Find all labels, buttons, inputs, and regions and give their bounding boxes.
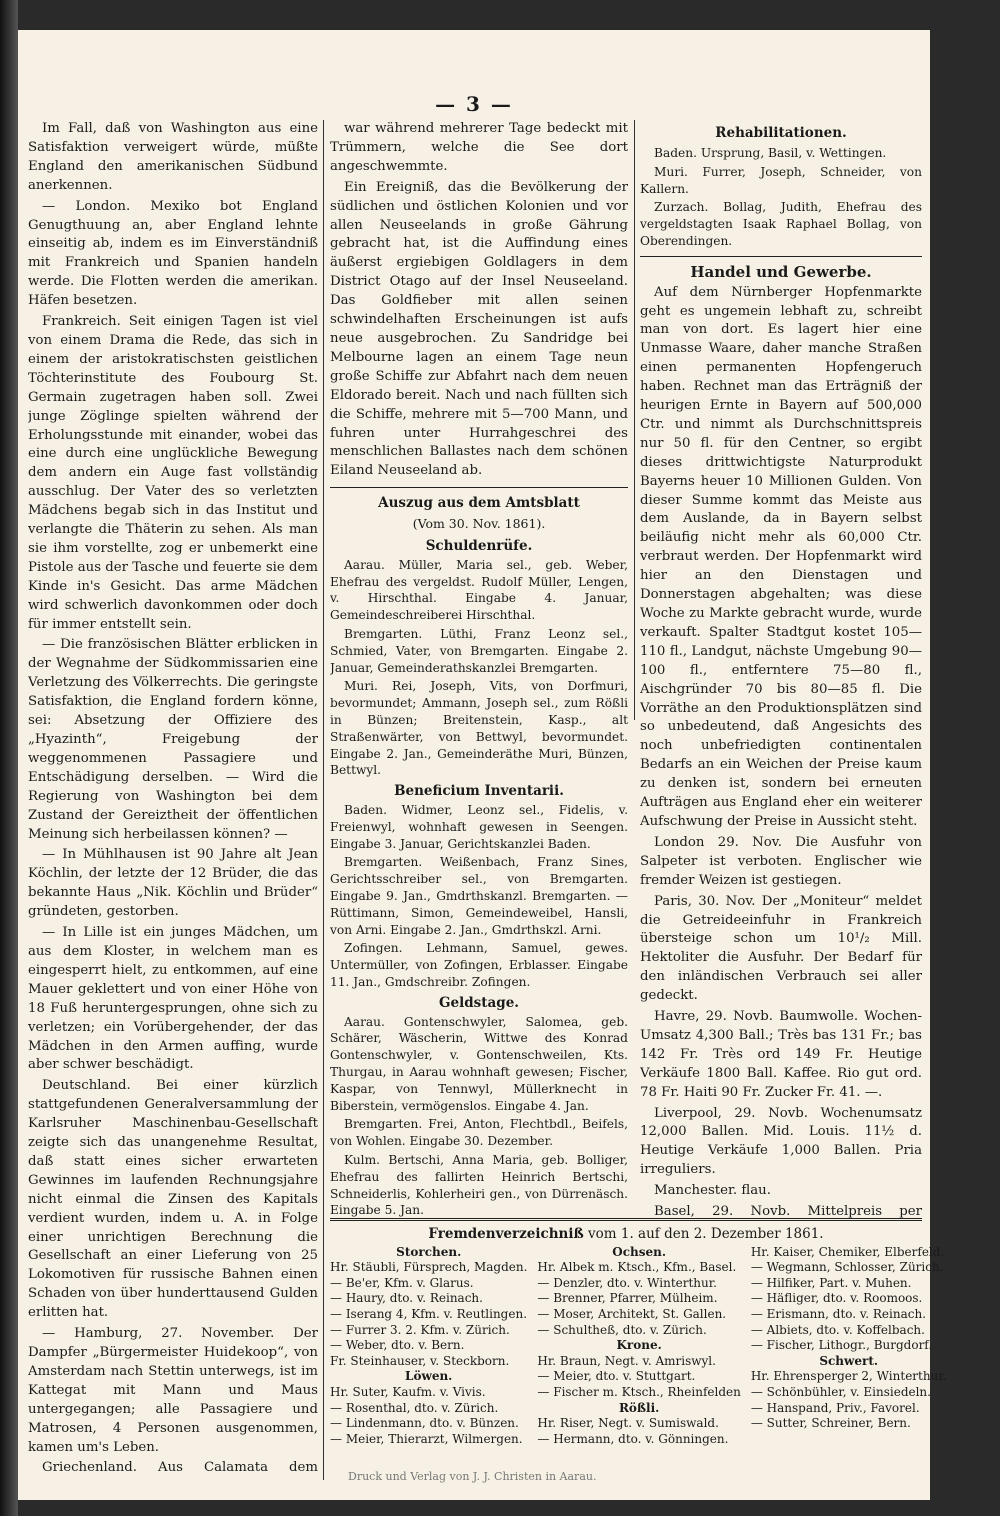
guest-entry: — Furrer 3. 2. Kfm. v. Zürich. bbox=[330, 1322, 510, 1337]
beneficium-heading: Beneficium Inventarii. bbox=[394, 783, 564, 800]
guest-entry: — Häfliger, dto. v. Roomoos. bbox=[750, 1291, 923, 1306]
guest-entry: — Meier, Thierarzt, Wilmergen. bbox=[330, 1431, 523, 1446]
guest-entry: — Brenner, Pfarrer, Mülheim. bbox=[537, 1291, 718, 1306]
hotel-heading: Rößli. bbox=[618, 1400, 660, 1415]
article-paragraph: — Hamburg, 27. November. Der Dampfer „Bürgermeister Huidekoop“, von Amsterdam nach Stettin unterwegs, ist im Kattegat mit Mann und Maus untergegangen; alle Passagiere und Matrosen, 4 Personen ausgenommen, kamen um's Leben. bbox=[28, 1326, 318, 1455]
geldstage-heading: Geldstage. bbox=[439, 994, 519, 1011]
guest-entry: — Fischer m. Ktsch., Rheinfelden bbox=[537, 1384, 741, 1399]
rehab-heading: Rehabilitationen. bbox=[715, 125, 847, 141]
amtsblatt-section bbox=[330, 538, 628, 1220]
guest-entry: — Lindenmann, dto. v. Bünzen. bbox=[330, 1416, 519, 1431]
guest-entry: — Schönbühler, v. Einsiedeln. bbox=[750, 1384, 931, 1399]
article-paragraph: Muri. Rei, Joseph, Vits, von Dorfmuri, bevormundet; Ammann, Joseph sel., zum Rößli in Bünzen; Breitenstein, Kasp., alt Straßenwärter, von Bettwyl, bevormundet. Eingabe 2. Jan., Gemeinderäthe Muri, Bünzen, Bettwyl. bbox=[330, 679, 628, 778]
amtsblatt-title: Auszug aus dem Amtsblatt bbox=[378, 495, 580, 512]
article-paragraph: Bremgarten. Weißenbach, Franz Sines, Gerichtsschreiber sel., von Bremgarten. Eingabe 9. Jan., Gmdrthskanzl. Bremgarten. — Rüttimann, Simon, Gemeindeweibel, Hansli, von Arni. Eingabe 2. Jan., Gmdrthskzl. Arni. bbox=[330, 855, 628, 937]
schuldenrufe-heading: Schuldenrüfe. bbox=[425, 538, 533, 555]
guest-entry: Hr. Suter, Kaufm. v. Vivis. bbox=[330, 1384, 486, 1399]
article-paragraph: Baden. Ursprung, Basil, v. Wettingen. bbox=[654, 145, 887, 160]
guest-entry: — Fischer, Lithogr., Burgdorf. bbox=[750, 1338, 933, 1353]
hotel-heading: Schwert. bbox=[819, 1353, 879, 1368]
guest-entry: Fr. Steinhauser, v. Steckborn. bbox=[330, 1353, 510, 1368]
article-paragraph: Bremgarten. Frei, Anton, Flechtbdl., Beifels, von Wohlen. Eingabe 30. Dezember. bbox=[330, 1117, 628, 1149]
column-2 bbox=[330, 120, 628, 1220]
page-edge-shadow bbox=[0, 0, 18, 1516]
column-3 bbox=[640, 120, 922, 1220]
article-paragraph: — London. Mexiko bot England Genugthuung an, aber England lehnte einseitig ab, indem es im Einverständniß mit Frankreich und Spanien handeln werde. Die Flotten werden die amerikan. Häfen besetzen. bbox=[28, 198, 318, 309]
article-paragraph: Zurzach. Bollag, Judith, Ehefrau des vergeldstagten Isaak Raphael Bollag, von Oberendingen. bbox=[640, 200, 922, 248]
article-paragraph: Basel, 29. Novb. Mittelpreis per bbox=[654, 1204, 922, 1220]
guest-entry: — Hermann, dto. v. Gönningen. bbox=[537, 1431, 729, 1446]
article-paragraph: Kulm. Bertschi, Anna Maria, geb. Bolliger, Ehefrau des fallirten Heinrich Bertschi, Schneiderlis, Kohlerheiri gen., von Dürrenäsch. Eingabe 5. Jan. bbox=[330, 1152, 628, 1218]
article-paragraph: Liverpool, 29. Novb. Wochenumsatz 12,000 Ballen. Mid. Louis. 11½ d. Heutige Verkäufe 1,000 Ballen. Pria irreguliers. bbox=[640, 1105, 922, 1178]
article-paragraph: Manchester. flau. bbox=[654, 1183, 771, 1199]
article-paragraph: Aarau. Müller, Maria sel., geb. Weber, Ehefrau des vergeldst. Rudolf Müller, Lengen, v. Hirschthal. Eingabe 4. Januar, Gemeindeschreiberei Hirschthal. bbox=[330, 557, 628, 623]
article-paragraph: Ein Ereigniß, das die Bevölkerung der südlichen und östlichen Kolonien und vor allen Neuseelands in große Gährung gebracht hat, ist die Auffindung eines äußerst ergiebigen Goldlagers in dem District Otago auf der Insel Neuseeland. Das Goldfieber mit allen seinen schwindelhaften Erscheinungen ist aufs neue ausgebrochen. Zu Sandridge bei Melbourne lagen an einem Tage neun große Schiffe zur Abfahrt nach dem neuen Eldorado bereit. Nach und nach füllten sich die Schiffe, mehrere mit 5—700 Mann, und fuhren unter Hurrahgeschrei des menschlichen Ballastes nach dem schönen Eiland Neuseeland ab. bbox=[330, 179, 628, 479]
handel-heading: Handel und Gewerbe. bbox=[690, 262, 872, 281]
fremdenverzeichnis bbox=[330, 1212, 947, 1447]
article-paragraph: Baden. Widmer, Leonz sel., Fidelis, v. Freienwyl, wohnhaft gewesen in Seengen. Eingabe 3. Januar, Gerichtskanzlei Baden. bbox=[330, 802, 628, 851]
amtsblatt-date: (Vom 30. Nov. 1861). bbox=[412, 516, 546, 532]
guest-entry: — Meier, dto. v. Stuttgart. bbox=[537, 1369, 696, 1384]
guest-entry: — Hanspand, Priv., Favorel. bbox=[750, 1400, 920, 1415]
guest-entry: — Haury, dto. v. Reinach. bbox=[330, 1291, 483, 1306]
column-rule bbox=[634, 120, 635, 720]
article-paragraph: London 29. Nov. Die Ausfuhr von Salpeter ist verboten. Englischer wie fremder Weizen ist gestiegen. bbox=[640, 834, 922, 888]
column-rule bbox=[323, 120, 324, 1480]
article-paragraph: Im Fall, daß von Washington aus eine Satisfaktion verweigert würde, müßte England den amerikanischen Südbund anerkennen. bbox=[28, 121, 318, 193]
article-paragraph: Muri. Furrer, Joseph, Schneider, von Kallern. bbox=[640, 164, 922, 196]
guest-entry: — Albiets, dto. v. Koffelbach. bbox=[750, 1322, 925, 1337]
article-paragraph: — In Mühlhausen ist 90 Jahre alt Jean Köchlin, der letzte der 12 Brüder, die das bekannte Haus „Nik. Köchlin und Brüder“ gründeten, gestorben. bbox=[28, 847, 318, 920]
guest-entry: Hr. Albek m. Ktsch., Kfm., Basel. bbox=[537, 1260, 737, 1275]
guest-entry: — Weber, dto. v. Bern. bbox=[330, 1338, 465, 1353]
article-paragraph: Zofingen. Lehmann, Samuel, gewes. Untermüller, von Zofingen, Erblasser. Eingabe 11. Jan., Gmdschreibr. Zofingen. bbox=[330, 941, 628, 989]
guest-entry: — Moser, Architekt, St. Gallen. bbox=[537, 1306, 727, 1321]
guest-entry: Hr. Kaiser, Chemiker, Elberfeld. bbox=[750, 1244, 945, 1259]
guest-entry: — Schultheß, dto. v. Zürich. bbox=[537, 1322, 707, 1337]
article-paragraph: war während mehrerer Tage bedeckt mit Trümmern, welche die See dort angeschwemmte. bbox=[330, 121, 628, 174]
column-1 bbox=[28, 120, 318, 1480]
fremden-column bbox=[330, 1245, 527, 1448]
hotel-heading: Löwen. bbox=[405, 1369, 453, 1384]
article-paragraph: — In Lille ist ein junges Mädchen, um aus dem Kloster, in welchem man es eingesperrt hielt, zu entkommen, auf eine Mauer geklettert und von einer Höhe von 18 Fuß heruntergesprungen, ohne sich zu verletzen; ein Vorübergehender, der das Mädchen in den Armen auffing, wurde aber schwer beschädigt. bbox=[28, 925, 318, 1073]
guest-entry: — Rosenthal, dto. v. Zürich. bbox=[330, 1400, 499, 1415]
fremden-title: Fremdenverzeichniß vom 1. auf den 2. Dezember 1861. bbox=[428, 1226, 824, 1242]
guest-entry: Hr. Riser, Negt. v. Sumiswald. bbox=[537, 1416, 719, 1431]
article-paragraph: Havre, 29. Novb. Baumwolle. Wochen-Umsatz 4,300 Ball.; Très bas 131 Fr.; bas 142 Fr. Très ord 149 Fr. Heutige Verkäufe 1800 Ball. Kaffee. Rio gut ord. 78 Fr. Haiti 90 Fr. Zucker Fr. 41. —. bbox=[640, 1009, 922, 1100]
article-paragraph: Bremgarten. Lüthi, Franz Leonz sel., Schmied, Vater, von Bremgarten. Eingabe 2. Januar, Gemeinderathskanzlei Bremgarten. bbox=[330, 627, 628, 675]
guest-entry: — Wegmann, Schlosser, Zürich. bbox=[750, 1260, 944, 1275]
guest-entry: — Iserang 4, Kfm. v. Reutlingen. bbox=[330, 1306, 528, 1321]
guest-entry: — Be'er, Kfm. v. Glarus. bbox=[330, 1275, 474, 1290]
divider bbox=[640, 256, 922, 257]
guest-entry: — Erismann, dto. v. Reinach. bbox=[750, 1306, 927, 1321]
article-paragraph: Deutschland. Bei einer kürzlich stattgefundenen Generalversammlung der Karlsruher Maschinenbau-Gesellschaft zeigte sich das unangenehme Resultat, daß statt eines sicher erwarteten Gewinnes im laufenden Rechnungsjahre nicht einmal die Zinsen des Kapitals verdient wurden, indem u. A. in Folge einer unrichtigen Berechnung die Gesellschaft an einer Lieferung von 25 Lokomotiven für russische Bahnen einen Schaden von über hunderttausend Gulden erlitten hat. bbox=[28, 1078, 318, 1321]
guest-entry: Hr. Ehrensperger 2, Winterthur. bbox=[750, 1369, 947, 1384]
divider bbox=[330, 1218, 922, 1221]
hotel-heading: Krone. bbox=[616, 1338, 662, 1353]
guest-entry: — Sutter, Schreiner, Bern. bbox=[750, 1416, 911, 1431]
hotel-heading: Ochsen. bbox=[612, 1244, 667, 1259]
guest-entry: — Denzler, dto. v. Winterthur. bbox=[537, 1275, 717, 1290]
guest-entry: — Hilfiker, Part. v. Muhen. bbox=[750, 1275, 912, 1290]
fremden-column bbox=[751, 1245, 947, 1448]
article-paragraph: Aarau. Gontenschwyler, Salomea, geb. Schärer, Wäscherin, Wittwe des Konrad Gontenschwyler, v. Gontenschweilen, Kts. Thurgau, in Aarau wohnhaft gewesen; Fischer, Kaspar, von Tennwyl, Müllerknecht in Biberstein, vermögenslos. Eingabe 4. Jan. bbox=[330, 1014, 628, 1113]
fremden-column bbox=[537, 1245, 740, 1448]
article-paragraph: Paris, 30. Nov. Der „Moniteur“ meldet die Getreideeinfuhr in Frankreich übersteige schon um 10¹/₂ Mill. Hektoliter die Ausfuhr. Der Bedarf für den inländischen Verbrauch sei aller gedeckt. bbox=[640, 893, 922, 1004]
article-paragraph: Griechenland. Aus Calamata dem bbox=[42, 1460, 318, 1476]
page-number: — 3 — bbox=[435, 92, 513, 116]
divider bbox=[330, 487, 628, 488]
newspaper-page bbox=[18, 30, 947, 1500]
printer-imprint: Druck und Verlag von J. J. Christen in Aarau. bbox=[348, 1470, 597, 1483]
guest-entry: Hr. Braun, Negt. v. Amriswyl. bbox=[537, 1353, 716, 1368]
article-paragraph: — Die französischen Blätter erblicken in der Wegnahme der Südkommissarien eine Verletzung des Völkerrechts. Die geringste Satisfaktion, die England fordern könne, sei: Absetzung der Offiziere des „Hyazinth“, Freigebung der weggenommenen Passagiere und Entschädigung derselben. — Wird die Regierung von Washington bei dem Zustand der Gereiztheit der öffentlichen Meinung sich herbeilassen können? — bbox=[28, 637, 318, 842]
article-paragraph: Auf dem Nürnberger Hopfenmarkte geht es ungemein lebhaft zu, schreibt man von dort. Es lagert hier eine Unmasse Waare, daher manche Straßen einen permanenten Hopfengeruch haben. Rechnet man das Erträgniß der heurigen Ernte in Bayern auf 500,000 Ctr. und nimmt als Durchschnittspreis nur 50 fl. für den Centner, so ergibt dieses drittwichtigste Naturprodukt Bayerns heuer 10 Millionen Gulden. Von dieser Summe kommt das Meiste aus dem Auslande, da in Bayern selbst beiläufig nicht mehr als 60,000 Ctr. verbraut werden. Der Hopfenmarkt wird hier an den Dienstagen und Donnerstagen abgehalten; was diese Woche zu Markte gebracht wurde, wurde verkauft. Spalter Stadtgut kostet 105—110 fl., Landgut, nächste Umgebung 90—100 fl., entferntere 75—80 fl., Aischgründer 70 bis 80—85 fl. Die Vorräthe an den Produktionsplätzen sind so unbedeutend, daß Angesichts des noch unbefriedigten continentalen Bedarfs an ein Weichen der Preise kaum zu denken ist, sondern bei erneuten Aufträgen aus England eher ein weiterer Aufschwung der Preise in Aussicht steht. bbox=[640, 284, 922, 829]
article-paragraph: Frankreich. Seit einigen Tagen ist viel von einem Drama die Rede, das sich in einem der aristokratischsten geistlichen Töchterinstitute des Foubourg St. Germain zugetragen haben soll. Zwei junge Zöglinge spielten während der Erholungsstunde mit einander, wobei das eine durch eine unglückliche Bewegung dem andern ein Auge fast vollständig ausschlug. Der Vater des so verletzten Mädchens begab sich in das Institut und verlangte die Thäterin zu sehen. Als man sie ihm vorstellte, zog er unbemerkt eine Pistole aus der Tasche und feuerte sie dem Kinde in's Gesicht. Das arme Mädchen wird schwerlich davonkommen oder doch für immer entstellt sein. bbox=[28, 314, 318, 632]
hotel-heading: Storchen. bbox=[396, 1244, 462, 1259]
guest-entry: Hr. Stäubli, Fürsprech, Magden. bbox=[330, 1260, 528, 1275]
